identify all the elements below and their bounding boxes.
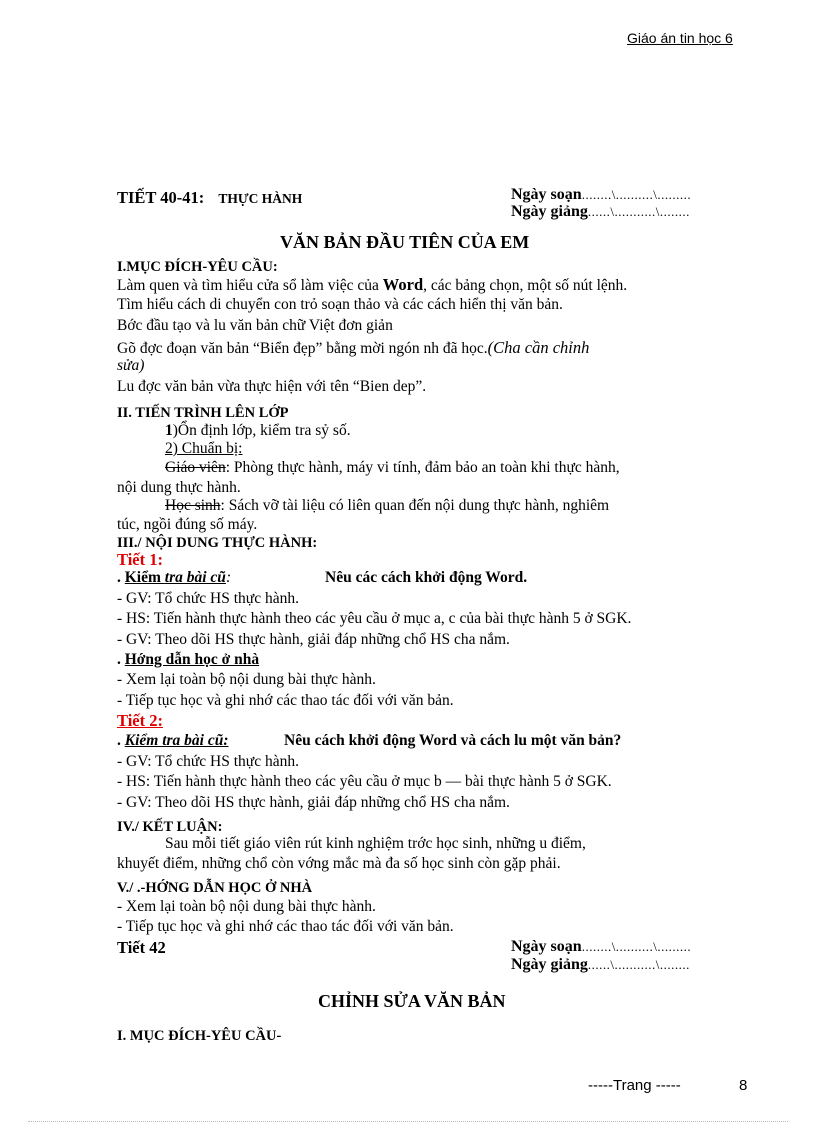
lesson-2-date-taught-label: Ngày giảng <box>511 956 588 973</box>
purpose-line-1-a: Làm quen và tìm hiểu cửa sổ làm việc của <box>117 277 383 294</box>
date-taught-blank: ......\...........\........ <box>587 204 690 219</box>
date-prepared-label: Ngày soạn <box>511 186 582 203</box>
conclusion-line-2: khuyết điểm, những chổ còn vớng mắc mà đa số học sinh còn gặp phải. <box>117 855 561 872</box>
purpose-line-4-note: (Cha cần chỉnh <box>487 338 590 357</box>
lesson-2-purpose-heading: I. MỤC ĐÍCH-YÊU CẦU- <box>117 1028 282 1044</box>
purpose-line-1-c: , các bảng chọn, một số nút lệnh. <box>423 277 628 294</box>
lesson-2-date-prepared-label: Ngày soạn <box>511 938 582 955</box>
period-2-step-3: - GV: Theo dõi HS thực hành, giải đáp những chổ HS cha nắm. <box>117 794 510 811</box>
lesson-heading <box>117 188 302 208</box>
period-1-review-label-a: Kiểm <box>124 569 165 586</box>
section-homework-heading: V./ .-HỚNG DẪN HỌC Ở NHÀ <box>117 880 313 896</box>
period-2-review-label: Kiểm tra bài cũ: <box>124 732 229 749</box>
period-1-step-1: - GV: Tổ chức HS thực hành. <box>117 590 299 607</box>
period-2-review-prefix: . <box>117 732 125 749</box>
period-2-label: Tiết 2: <box>117 711 163 730</box>
student-text: : Sách vỡ tài liệu có liên quan đến nội dung thực hành, nghiêm <box>220 497 610 514</box>
student-prep-line <box>165 497 609 515</box>
period-1-review-question: Nêu các cách khởi động Word. <box>325 569 528 586</box>
period-2-review <box>117 732 229 750</box>
purpose-line-5: Lu đợc văn bản vừa thực hiện với tên “Bien dep”. <box>117 378 427 395</box>
teacher-label: Giáo viên <box>165 459 226 476</box>
teacher-prep-line-2: nội dung thực hành. <box>117 479 241 496</box>
date-prepared-blank: ........\..........\......... <box>581 187 692 202</box>
period-1-homework-label: Hớng dẫn học ở nhà <box>124 651 260 668</box>
lesson-topic: THỰC HÀNH <box>218 191 303 206</box>
footer-divider <box>28 1121 788 1122</box>
purpose-line-4-note-end: sửa) <box>117 357 145 374</box>
section-conclusion-heading: IV./ KẾT LUẬN: <box>117 819 223 835</box>
document-header-subject: Giáo án tin học 6 <box>627 30 733 46</box>
date-taught-label: Ngày giảng <box>511 203 588 220</box>
student-prep-line-2: túc, ngồi đúng số máy. <box>117 516 258 533</box>
homework-line-2: - Tiếp tục học và ghi nhớ các thao tác đối với văn bản. <box>117 918 454 935</box>
lesson-2-heading: Tiết 42 <box>117 938 166 957</box>
purpose-line-2: Tìm hiểu cách di chuyển con trỏ soạn thảo và các cách hiển thị văn bản. <box>117 296 563 313</box>
period-1-step-3: - GV: Theo dõi HS thực hành, giải đáp những chổ HS cha nắm. <box>117 631 510 648</box>
lesson-2-date-taught-blank: ......\...........\........ <box>587 957 690 972</box>
purpose-line-1 <box>117 275 627 295</box>
footer-page-label: -----Trang ----- <box>588 1077 681 1094</box>
lesson-title: VĂN BẢN ĐẦU TIÊN CỦA EM <box>280 232 530 252</box>
period-1-review-prefix: . <box>117 569 125 586</box>
period-1-label: Tiết 1: <box>117 550 163 569</box>
date-taught <box>511 203 690 221</box>
teacher-prep-line <box>165 459 749 477</box>
teacher-text: : Phòng thực hành, máy vi tính, đảm bảo an toàn khi thực hành, <box>225 459 620 476</box>
period-2-review-question: Nêu cách khởi động Word và cách lu một văn bản? <box>284 732 622 749</box>
purpose-line-1-word: Word <box>382 275 424 294</box>
process-item-1-text: )Ổn định lớp, kiểm tra sỷ số. <box>172 422 351 439</box>
lesson-number: TIẾT 40-41: <box>117 188 205 207</box>
period-1-homework-2: - Tiếp tục học và ghi nhớ các thao tác đối với văn bản. <box>117 692 454 709</box>
date-prepared <box>511 186 691 204</box>
period-1-review <box>117 569 231 587</box>
purpose-line-3: Bớc đầu tạo và lu văn bản chữ Việt đơn giản <box>117 317 393 334</box>
footer-page-number: 8 <box>739 1077 748 1094</box>
process-item-2: 2) Chuẩn bị: <box>165 440 243 457</box>
process-item-1 <box>165 422 351 440</box>
lesson-2-date-prepared <box>511 938 691 956</box>
section-purpose-heading: I.MỤC ĐÍCH-YÊU CẦU: <box>117 259 278 275</box>
purpose-line-4 <box>117 338 589 358</box>
process-item-1-number: 1 <box>165 422 173 439</box>
lesson-2-date-taught <box>511 956 690 974</box>
period-1-review-label-b: tra bài cũ <box>164 569 226 586</box>
lesson-2-title: CHỈNH SỬA VĂN BẢN <box>318 991 506 1011</box>
conclusion-line-1: Sau mỗi tiết giáo viên rút kinh nghiệm trớc học sinh, những u điểm, <box>165 835 586 852</box>
period-1-homework-heading <box>117 651 259 669</box>
period-1-homework-1: - Xem lại toàn bộ nội dung bài thực hành. <box>117 671 376 688</box>
section-process-heading: II. TIẾN TRÌNH LÊN LỚP <box>117 405 289 421</box>
period-1-review-colon: : <box>225 569 232 586</box>
period-2-step-2: - HS: Tiến hành thực hành theo các yêu cầu ở mục b — bài thực hành 5 ở SGK. <box>117 773 612 790</box>
period-2-step-1: - GV: Tổ chức HS thực hành. <box>117 753 299 770</box>
period-1-homework-prefix: . <box>117 651 125 668</box>
period-1-step-2: - HS: Tiến hành thực hành theo các yêu cầu ở mục a, c của bài thực hành 5 ở SGK. <box>117 610 632 627</box>
student-label: Học sinh <box>165 497 221 514</box>
homework-line-1: - Xem lại toàn bộ nội dung bài thực hành. <box>117 898 376 915</box>
purpose-line-4-a: Gõ đợc đoạn văn bản “Biển đẹp” bằng mời ngón nh đã học. <box>117 340 488 357</box>
section-content-heading: III./ NỘI DUNG THỰC HÀNH: <box>117 535 318 551</box>
lesson-2-date-prepared-blank: ........\..........\......... <box>581 939 692 954</box>
